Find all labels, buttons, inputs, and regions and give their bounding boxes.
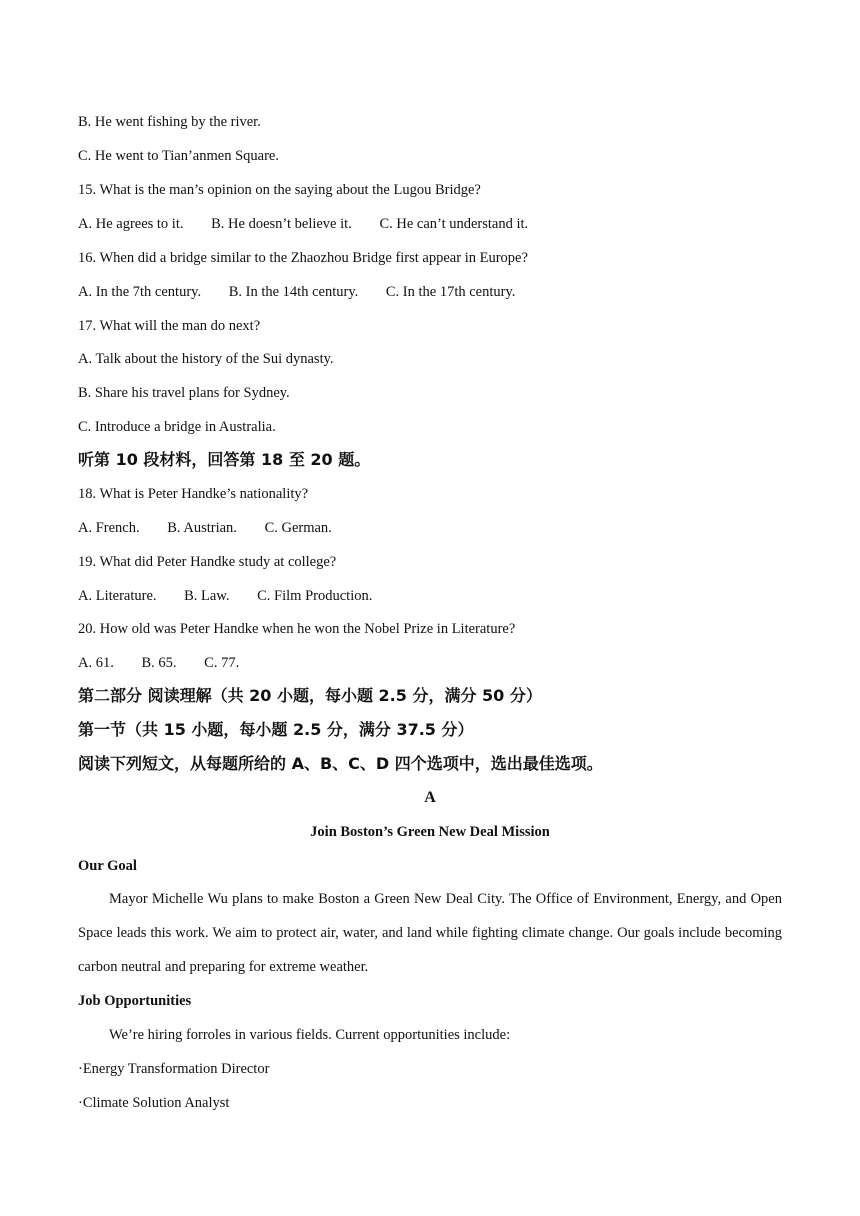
q16-option-a: A. In the 7th century. <box>78 284 202 300</box>
q18-option-a: A. French. <box>78 520 140 536</box>
section-one-heading: 第一节（共 15 小题，每小题 2.5 分，满分 37.5 分） <box>78 720 474 739</box>
q17-question: 17. What will the man do next? <box>78 318 261 334</box>
q17-option-a: A. Talk about the history of the Sui dynasty. <box>78 351 334 367</box>
q15-question: 15. What is the man’s opinion on the saying about the Lugou Bridge? <box>78 182 481 198</box>
q15-option-c: C. He can’t understand it. <box>379 216 529 232</box>
job-item: ·Energy Transformation Director <box>78 1061 270 1077</box>
q20-option-c: C. 77. <box>204 655 240 671</box>
q18-question: 18. What is Peter Handke’s nationality? <box>78 486 309 502</box>
q20-question: 20. How old was Peter Handke when he won the Nobel Prize in Literature? <box>78 621 516 637</box>
q19-option-a: A. Literature. <box>78 588 157 604</box>
q19-options <box>78 586 372 606</box>
jobs-intro: We’re hiring forroles in various fields. Current opportunities include: <box>109 1027 511 1043</box>
passage-letter: A <box>424 789 436 806</box>
goal-paragraph: Mayor Michelle Wu plans to make Boston a Green New Deal City. The Office of Environment, Energy, and Open Space leads this work. We aim to protect air, water, and land while fighting climate change. Our goals include becoming carbon neutral and preparing for extreme weather. <box>78 891 782 975</box>
q18-options <box>78 518 332 538</box>
q18-option-c: C. German. <box>264 520 332 536</box>
q14-option-b: B. He went fishing by the river. <box>78 114 261 130</box>
q16-options <box>78 282 515 302</box>
goal-heading: Our Goal <box>78 858 137 874</box>
q16-question: 16. When did a bridge similar to the Zhaozhou Bridge first appear in Europe? <box>78 250 528 266</box>
q14-option-c: C. He went to Tian’anmen Square. <box>78 148 279 164</box>
passage-10-heading: 听第 10 段材料，回答第 18 至 20 题。 <box>78 450 371 469</box>
q19-option-c: C. Film Production. <box>257 588 373 604</box>
q15-option-a: A. He agrees to it. <box>78 216 184 232</box>
q19-question: 19. What did Peter Handke study at college? <box>78 554 337 570</box>
jobs-heading: Job Opportunities <box>78 993 192 1009</box>
passage-title: Join Boston’s Green New Deal Mission <box>310 824 550 840</box>
q16-option-c: C. In the 17th century. <box>385 284 516 300</box>
q20-option-b: B. 65. <box>141 655 177 671</box>
q17-option-b: B. Share his travel plans for Sydney. <box>78 385 290 401</box>
q18-option-b: B. Austrian. <box>167 520 237 536</box>
job-item: ·Climate Solution Analyst <box>78 1095 230 1111</box>
q20-option-a: A. 61. <box>78 655 114 671</box>
q20-options <box>78 653 239 673</box>
q16-option-b: B. In the 14th century. <box>228 284 359 300</box>
q15-options <box>78 214 528 234</box>
q19-option-b: B. Law. <box>184 588 230 604</box>
q17-option-c: C. Introduce a bridge in Australia. <box>78 419 276 435</box>
reading-instruction: 阅读下列短文，从每题所给的 A、B、C、D 四个选项中，选出最佳选项。 <box>78 754 603 773</box>
q15-option-b: B. He doesn’t believe it. <box>211 216 352 232</box>
part-two-heading: 第二部分 阅读理解（共 20 小题，每小题 2.5 分，满分 50 分） <box>78 686 542 705</box>
